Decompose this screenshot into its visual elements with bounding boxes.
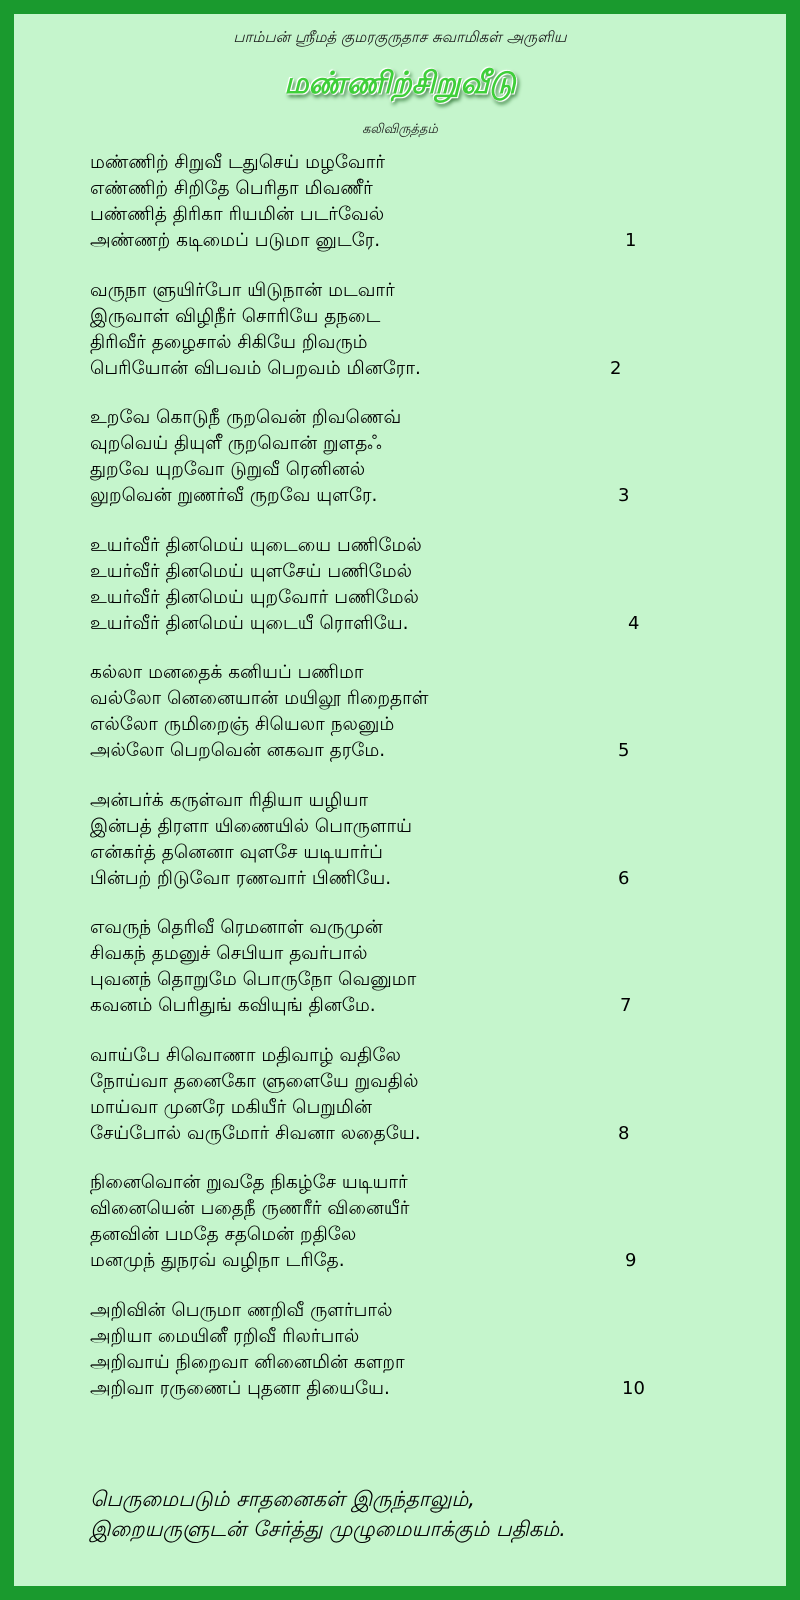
verse-line: பின்பற் றிடுவோ ரணவார் பிணியே. xyxy=(90,867,392,889)
stanza xyxy=(90,150,650,254)
page-panel xyxy=(14,14,786,1586)
verse-line: அன்பர்க் கருள்வா ரிதியா யழியா xyxy=(90,789,369,811)
verse-line: துறவே யுறவோ டுறுவீ ரெனினல் xyxy=(90,459,366,480)
verse-line: மண்ணிற் சிறுவீ டதுசெய் மழவோர் xyxy=(90,152,386,173)
stanza xyxy=(90,1170,650,1274)
stanza xyxy=(90,915,650,1019)
verse-line: வுறவெய் தியுளீ ருறவொன் றுளதஃ xyxy=(90,433,382,454)
verse-line: வாய்பே சிவொணா மதிவாழ் வதிலே xyxy=(90,1044,401,1066)
verse-line: மாய்வா முனரே மகியீர் பெறுமின் xyxy=(90,1096,372,1118)
meter-label: கலிவிருத்தம் xyxy=(362,122,438,137)
stanza-number: 5 xyxy=(618,740,630,761)
verse-line: திரிவீர் தழைசால் சிகியே றிவரும் xyxy=(90,331,368,353)
stanza-number: 10 xyxy=(622,1377,645,1399)
verse-line: உயர்வீர் தினமெய் யுளசேய் பணிமேல் xyxy=(90,560,413,582)
stanza-number: 9 xyxy=(625,1250,637,1271)
verse-line: லுறவென் றுணர்வீ ருறவே யுளரே. xyxy=(90,485,378,506)
stanza xyxy=(90,405,650,509)
author-subtitle: பாம்பன் ஸ்ரீமத் குமரகுருதாச சுவாமிகள் அருளிய xyxy=(233,28,567,46)
verse-line: கல்லா மனதைக் கனியப் பணிமா xyxy=(90,662,364,683)
verse-line: மனமுந் துநரவ் வழிநா டரிதே. xyxy=(90,1250,345,1271)
stanza-number: 6 xyxy=(618,867,630,889)
verse-line: வினையென் பதைநீ ருணரீர் வினையீர் xyxy=(90,1198,410,1219)
stanza-number: 1 xyxy=(625,230,637,251)
stanza-number: 7 xyxy=(620,995,632,1016)
verse-line: உயர்வீர் தினமெய் யுடையீ ரொளியே. xyxy=(90,612,409,634)
verse-line: அறிவின் பெருமா ணறிவீ ருளர்பால் xyxy=(90,1299,393,1321)
verse-line: உறவே கொடுநீ ருறவென் றிவணெவ் xyxy=(90,407,402,428)
stanza xyxy=(90,660,650,764)
verse-line: நோய்வா தனைகோ ளுளையே றுவதில் xyxy=(90,1070,419,1092)
stanza-number: 2 xyxy=(610,357,622,379)
stanza-number: 3 xyxy=(618,485,630,506)
verse-line: நினைவொன் றுவதே நிகழ்சே யடியார் xyxy=(90,1172,408,1193)
page-title: மண்ணிற்சிறுவீடு xyxy=(284,66,516,101)
verse-line: வல்லோ னெனையான் மயிலூ ரிறைதாள் xyxy=(90,688,429,709)
verse-line: அல்லோ பெறவென் னகவா தரமே. xyxy=(90,740,386,761)
stanza-number: 4 xyxy=(628,612,640,634)
verse-line: கவனம் பெரிதுங் கவியுங் தினமே. xyxy=(90,995,376,1016)
stanza xyxy=(90,1298,650,1402)
footer-line-1: பெருமைபடும் சாதனைகள் இருந்தாலும், xyxy=(90,1487,475,1511)
verse-line: இருவாள் விழிநீர் சொரியே தநடை xyxy=(90,305,381,327)
verse-line: எண்ணிற் சிறிதே பெரிதா மிவணீர் xyxy=(90,178,373,199)
verse-line: எவருந் தெரிவீ ரெமனாள் வருமுன் xyxy=(90,917,383,938)
verse-line: அண்ணற் கடிமைப் படுமா னுடரே. xyxy=(90,230,381,251)
verse-line: சிவகந் தமனுச் செபியா தவர்பால் xyxy=(90,943,368,964)
footer xyxy=(90,1484,566,1544)
verse-line: உயர்வீர் தினமெய் யுடையை பணிமேல் xyxy=(90,534,422,556)
stanza xyxy=(90,533,650,637)
verse-line: வருநா ளுயிர்போ யிடுநான் மடவார் xyxy=(90,279,395,301)
stanza-number: 8 xyxy=(618,1122,630,1144)
verse-line: அறிவா ரருணைப் புதனா தியையே. xyxy=(90,1377,390,1399)
verse-line: இன்பத் திரளா யிணையில் பொருளாய் xyxy=(90,815,413,837)
verse-line: என்கர்த் தனெனா வுளசே யடியார்ப் xyxy=(90,841,383,863)
verse-line: தனவின் பமதே சதமென் றதிலே xyxy=(90,1224,357,1245)
stanza xyxy=(90,278,650,382)
footer-line-2: இறையருளுடன் சேர்த்து முழுமையாக்கும் பதிகம். xyxy=(90,1517,566,1541)
verse-line: அறியா மையினீ ரறிவீ ரிலர்பால் xyxy=(90,1325,360,1347)
verse-line: பண்ணித் திரிகா ரியமின் படர்வேல் xyxy=(90,204,385,225)
verse-line: உயர்வீர் தினமெய் யுறவோர் பணிமேல் xyxy=(90,586,419,608)
verse-line: அறிவாய் நிறைவா னினைமின் களறா xyxy=(90,1351,405,1373)
verse-line: சேய்போல் வருமோர் சிவனா லதையே. xyxy=(90,1122,421,1144)
stanza xyxy=(90,788,650,892)
stanza xyxy=(90,1043,650,1147)
verse-line: பெரியோன் விபவம் பெறவம் மினரோ. xyxy=(90,357,421,379)
verse-line: எல்லோ ருமிறைஞ் சியெலா நலனும் xyxy=(90,714,395,735)
verse-line: புவனந் தொறுமே பொருநோ வெனுமா xyxy=(90,969,417,990)
